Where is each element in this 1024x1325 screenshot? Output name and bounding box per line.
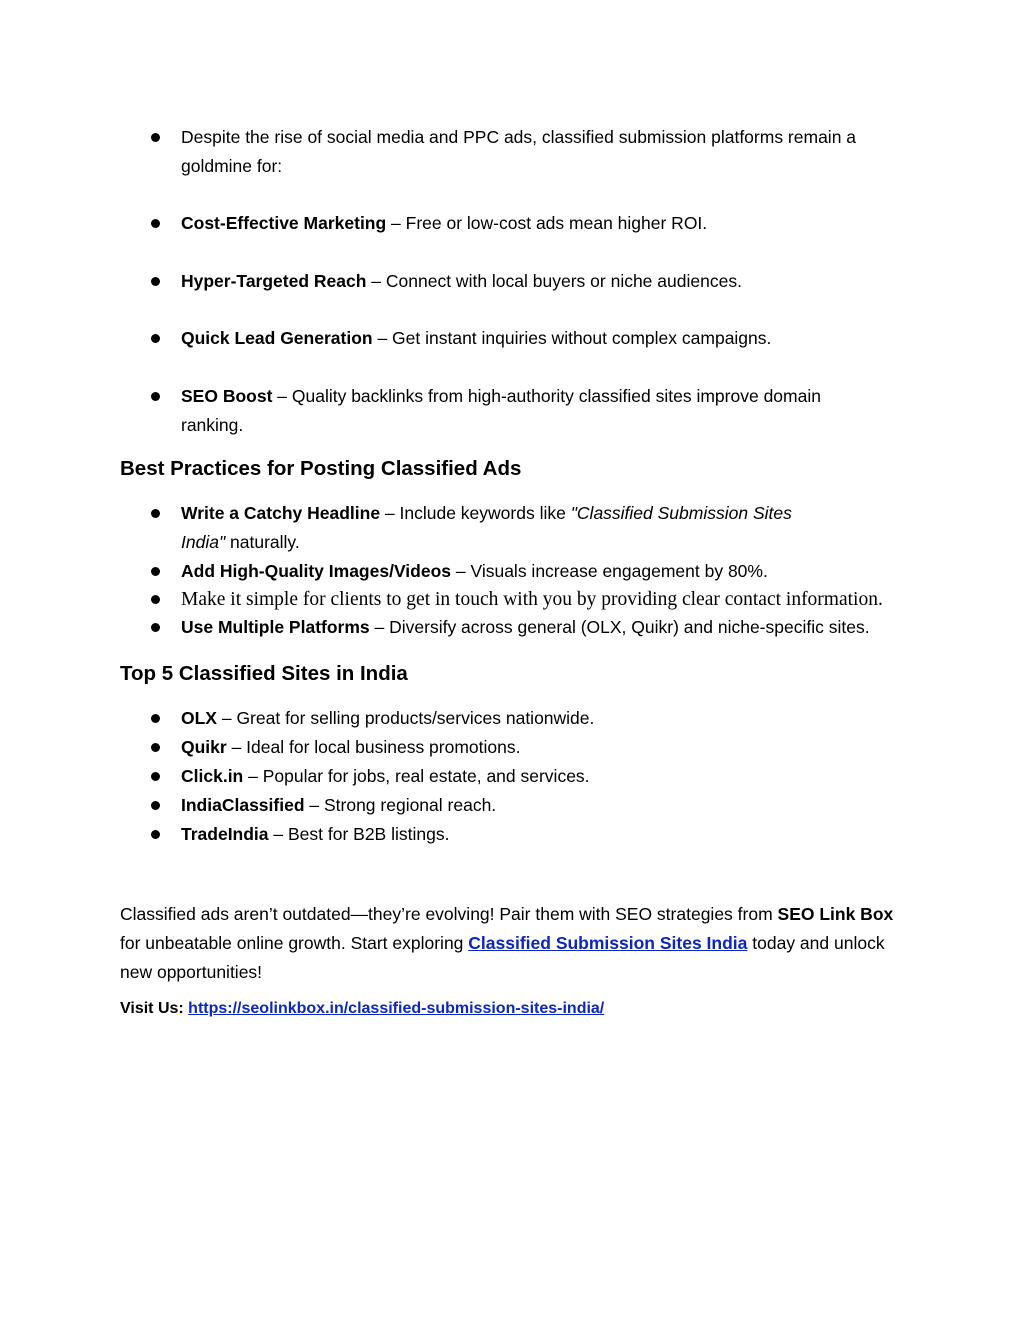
site-name: TradeIndia: [181, 824, 269, 844]
conclusion-paragraph: [120, 900, 895, 987]
list-item-text: – Ideal for local business promotions.: [226, 737, 521, 757]
list-item-lead: Add High-Quality Images/Videos: [181, 561, 452, 581]
top-sites-list: [0, 704, 1024, 849]
list-item: [0, 791, 1024, 820]
brand-name: SEO Link Box: [777, 904, 894, 924]
list-item-text: – Strong regional reach.: [304, 795, 497, 815]
list-item-text: – Quality backlinks from high-authority classified sites improve domain ranking.: [181, 386, 821, 435]
list-item: [0, 499, 1024, 557]
list-item-text: – Free or low-cost ads mean higher ROI.: [386, 213, 708, 233]
site-name: Quikr: [181, 737, 227, 757]
list-item: [0, 557, 1024, 586]
list-item: [0, 267, 1024, 296]
classified-sites-link[interactable]: Classified Submission Sites India: [468, 933, 748, 953]
list-item-text: naturally.: [225, 532, 300, 552]
list-item: [0, 762, 1024, 791]
bullet-icon: [151, 595, 160, 604]
bullet-icon: [151, 830, 160, 839]
list-item: [0, 820, 1024, 849]
visit-line: [120, 996, 604, 1022]
list-item-lead: Hyper-Targeted Reach: [181, 271, 367, 291]
list-item: [0, 613, 1024, 642]
list-item-text: – Include keywords like: [380, 503, 571, 523]
section-heading-best-practices: Best Practices for Posting Classified Ads: [120, 457, 522, 480]
list-item-text: Make it simple for clients to get in touch with you by providing clear contact information.: [181, 589, 883, 610]
visit-label: Visit Us:: [120, 1000, 189, 1017]
site-name: IndiaClassified: [181, 795, 305, 815]
list-item-text: – Great for selling products/services nationwide.: [216, 708, 595, 728]
best-practices-list: [0, 499, 1024, 642]
bullet-icon: [151, 133, 160, 142]
list-item: [0, 123, 1024, 181]
bullet-icon: [151, 743, 160, 752]
bullet-icon: [151, 801, 160, 810]
list-item: [0, 382, 1024, 440]
site-name: OLX: [181, 708, 217, 728]
list-item-lead: Write a Catchy Headline: [181, 503, 381, 523]
bullet-icon: [151, 772, 160, 781]
list-item-text: – Popular for jobs, real estate, and services.: [243, 766, 590, 786]
list-item: [0, 704, 1024, 733]
list-item-text: – Connect with local buyers or niche audiences.: [366, 271, 742, 291]
list-item-text: – Best for B2B listings.: [268, 824, 450, 844]
list-item-lead: Use Multiple Platforms: [181, 617, 370, 637]
list-item: [0, 209, 1024, 238]
bullet-icon: [151, 567, 160, 576]
list-item-text: – Get instant inquiries without complex campaigns.: [372, 328, 772, 348]
bullet-icon: [151, 714, 160, 723]
benefits-list: [0, 123, 1024, 440]
conclusion-text: Classified ads aren’t outdated—they’re evolving! Pair them with SEO strategies from: [120, 904, 778, 924]
site-name: Click.in: [181, 766, 244, 786]
list-item-text: Despite the rise of social media and PPC ads, classified submission platforms remain a goldmine for:: [181, 127, 857, 176]
bullet-icon: [151, 392, 160, 401]
list-item-text: – Diversify across general (OLX, Quikr) and niche-specific sites.: [369, 617, 870, 637]
list-item-lead: Quick Lead Generation: [181, 328, 373, 348]
bullet-icon: [151, 219, 160, 228]
list-item: [0, 733, 1024, 762]
bullet-icon: [151, 277, 160, 286]
visit-url-link[interactable]: https://seolinkbox.in/classified-submission-sites-india/: [188, 1000, 605, 1017]
conclusion-text: for unbeatable online growth. Start exploring: [120, 933, 469, 953]
section-heading-top-sites: Top 5 Classified Sites in India: [120, 662, 408, 685]
list-item-lead: Cost-Effective Marketing: [181, 213, 387, 233]
list-item: [0, 324, 1024, 353]
list-item-lead: SEO Boost: [181, 386, 273, 406]
conclusion-text: today and unlock new opportunities!: [120, 933, 885, 982]
keyword-phrase: "Classified Submission Sites India": [181, 503, 792, 552]
bullet-icon: [151, 509, 160, 518]
bullet-icon: [151, 623, 160, 632]
bullet-icon: [151, 334, 160, 343]
list-item-text: – Visuals increase engagement by 80%.: [451, 561, 768, 581]
list-item: [0, 586, 1024, 613]
